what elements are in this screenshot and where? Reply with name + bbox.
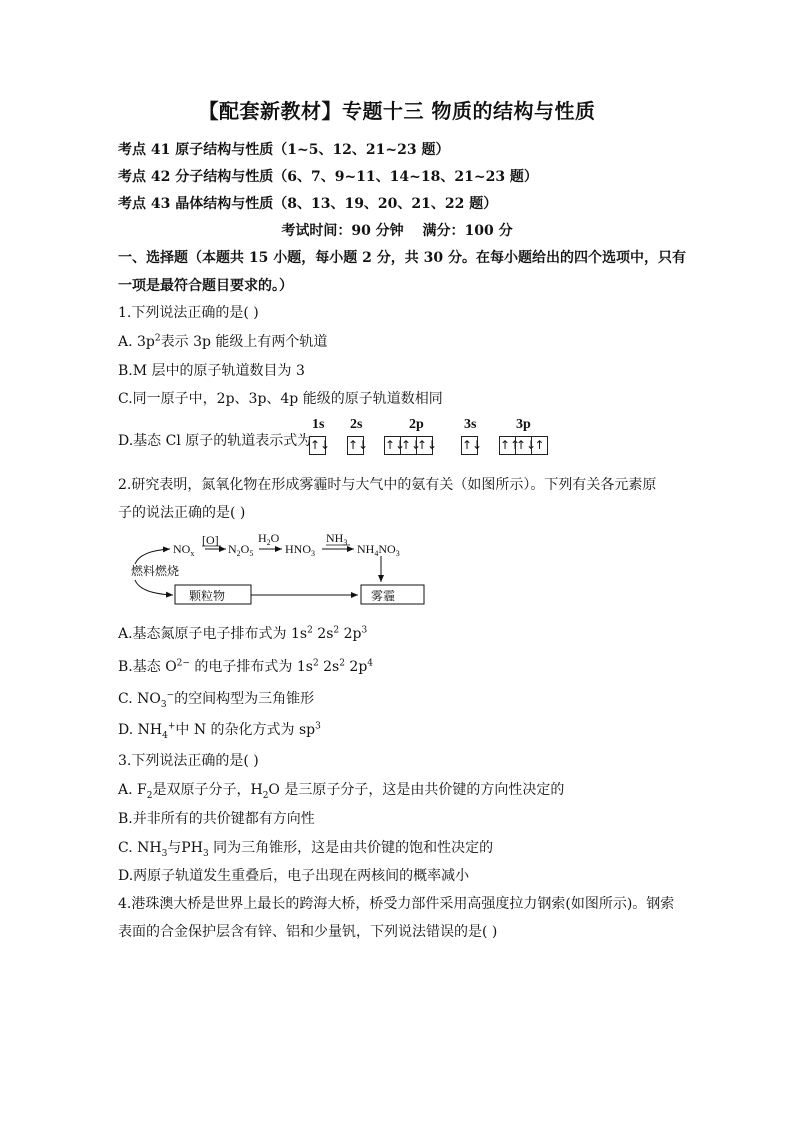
arrow-fuel-to-particles [135,580,173,595]
section-heading-line1: 一、选择题（本题共 15 小题，每小题 2 分，共 30 分。在每小题给出的四个选项中，只有 [118,250,686,266]
q1-option-d: D.基态 Cl 原子的轨道表示式为 [118,433,312,449]
q4-stem-line1: 4.港珠澳大桥是世界上最长的跨海大桥，桥受力部件采用高强度拉力钢索(如图所示)。钢索 [118,896,675,912]
exam-info: 考试时间：90 分钟 满分：100 分 [281,223,513,239]
q3-option-b: B.并非所有的共价键都有方向性 [118,811,315,827]
q2-stem-line1: 2.研究表明，氮氧化物在形成雾霾时与大气中的氨有关（如图所示）。下列有关各元素原 [118,477,657,493]
hno3-label: $HNO_3$ [285,542,315,558]
q3-option-c: C. $NH_3$与$PH_3$ 同为三角锥形，这是由共价键的饱和性决定的 [118,840,494,859]
page-title: 【配套新教材】专题十三 物质的结构与性质 [198,99,596,123]
q1-option-c: C.同一原子中，2p、3p、4p 能级的原子轨道数相同 [118,391,443,407]
q2-option-d: D. $NH_4^+$中 N 的杂化方式为 $sp^3$ [118,721,321,741]
topic-41: 考点 41 原子结构与性质（1~5、12、21~23 题） [118,142,450,158]
q1-option-a: A. $3p^2$表示 3p 能级上有两个轨道 [118,333,328,350]
q4-stem-line2: 表面的合金保护层含有锌、铝和少量钒，下列说法错误的是( ) [118,924,498,940]
q1-stem: 1.下列说法正确的是( ) [118,305,259,321]
q3-option-d: D.两原子轨道发生重叠后，电子出现在两核间的概率减小 [118,868,470,884]
section-heading-line2: 一项是最符合题目要求的。） [118,278,293,294]
nox-label: $NO_x$ [173,542,195,558]
q3-stem: 3.下列说法正确的是( ) [118,753,259,769]
oxidant-label: [O] [202,533,219,547]
q2-option-b: B.基态 $O^{2-}$ 的电子排布式为 $1s^2$ $2s^2$ $2p^4$ [118,658,374,675]
topic-42: 考点 42 分子结构与性质（6、7、9~11、14~18、21~23 题） [118,169,538,185]
fuel-combustion-label: 燃料燃烧 [131,564,180,578]
haze-label: 雾霾 [371,589,396,603]
arrow-fuel-to-nox [135,549,170,564]
haze-formation-diagram [125,528,445,613]
ammonia-label: $NH_3$ [326,531,348,547]
q1-option-b: B.M 层中的原子轨道数目为 3 [118,363,305,379]
q3-option-a: A. $F_2$是双原子分子，$H_2O$ 是三原子分子，这是由共价键的方向性决定的 [118,782,565,801]
water-label: $H_2O$ [258,531,280,547]
q2-option-c: C. $NO_3^-$的空间构型为三角锥形 [118,690,315,710]
document-page: 【配套新教材】专题十三 物质的结构与性质 考点 41 原子结构与性质（1~5、12、21~23 题） 考点 42 分子结构与性质（6、7、9~11、14~18、21~23 题） 考点 43 晶体结构与性质（8、13、19、20、21、22 题） 考试时间：90 分钟 满分：100 分 一、选择题（本题共 15 小题，每小题 2 分，共 30 分。在每小题给出的四个选项中，只有 一项是最符合题目要求的。） 1.下列说法正确的是( ) A. $3p^2$表示 3p 能级上有两个轨道 B.M 层中的原子轨道数目为 3 C.同一原子中，2p、3p、4p 能级的原子轨道数相同 D.基态 Cl 原子的轨道表示式为 1s ↑↓ 2s ↑↓ 2p ↑↓ ↑↓ ↑↓ 3s ↑↓ 3p ↑↑ ↑↓ ↑ 2.研究表明，氮氧化物在形成雾霾时与大气中的氨有关（如图所示）。下列有关各元素原 子的说法正确的是( ) $NO_x$ [O] $N_2O_5$ $H_2O$ $HNO_3$ $NH_3$ $NH_4NO_3$ 燃料燃烧 颗粒物 雾霾 A.基态氮原子电子排布式为 $1s^2$ $2s^2$ $2p^3$ B.基态 $O^{2-}$ 的电子排布式为 $1s^2$ $2s^2$ $2p^4$ C. $NO_3^-$的空间构型为三角锥形 D. $NH_4^+$中 N 的杂化方式为 $sp^3$ 3.下列说法正确的是( ) A. $F_2$是双原子分子，$H_2O$ 是三原子分子，这是由共价键的方向性决定的 B.并非所有的共价键都有方向性 C. $NH_3$与$PH_3$ 同为三角锥形，这是由共价键的饱和性决定的 D.两原子轨道发生重叠后，电子出现在两核间的概率减小 4.港珠澳大桥是世界上最长的跨海大桥，桥受力部件采用高强度拉力钢索(如图所示)。钢索 表面的合金保护层含有锌、铝和少量钒，下列说法错误的是( ) [0,0,794,1123]
topic-43: 考点 43 晶体结构与性质（8、13、19、20、21、22 题） [118,196,498,212]
n2o5-label: $N_2O_5$ [228,542,254,558]
q2-stem-line2: 子的说法正确的是( ) [118,505,246,521]
q2-option-a: A.基态氮原子电子排布式为 $1s^2$ $2s^2$ $2p^3$ [118,625,368,642]
particles-label: 颗粒物 [189,589,226,603]
nh4no3-label: $NH_4NO_3$ [357,542,400,558]
